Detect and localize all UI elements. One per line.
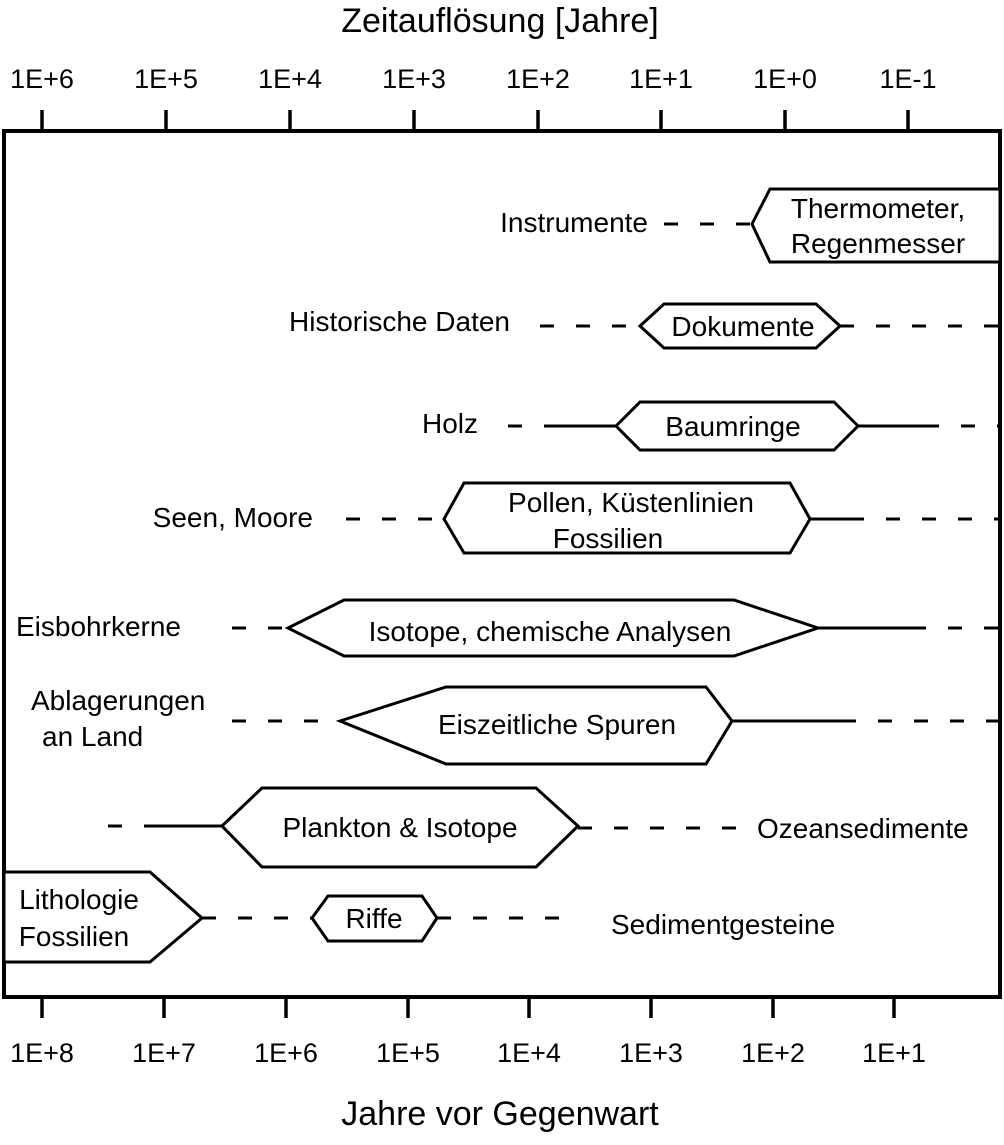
bottom-axis-ticks [10,997,926,1068]
proxy-label: Fossilien [18,921,130,952]
proxy-label: Lithologie [19,884,139,915]
bottom-tick-label: 1E+6 [254,1038,318,1068]
archive-label: Ablagerungen [31,685,206,716]
row-instrumente [500,189,1000,262]
bottom-axis-title: Jahre vor Gegenwart [341,1095,659,1133]
archive-label: Ozeansedimente [757,813,969,844]
archive-label: Eisbohrkerne [16,611,181,642]
top-tick-label: 1E+5 [134,64,198,94]
proxy-label: Baumringe [665,411,801,442]
top-tick-label: 1E+4 [258,64,322,94]
proxy-label: Eiszeitliche Spuren [437,709,677,740]
proxy-label: Pollen, Küstenlinien [508,487,754,518]
bottom-tick-label: 1E+8 [10,1038,74,1068]
bottom-tick-label: 1E+1 [862,1038,926,1068]
proxy-label: Thermometer, [790,193,966,224]
row-ozeansedimente [108,788,969,867]
archive-label: Sedimentgesteine [611,909,836,940]
top-axis-title: Zeitauflösung [Jahre] [341,2,659,40]
bottom-tick-label: 1E+3 [619,1038,683,1068]
top-tick-label: 1E+1 [629,64,693,94]
row-holz [422,402,1000,450]
bottom-tick-label: 1E+2 [741,1038,805,1068]
archive-label: Holz [421,408,478,439]
row-sedimentgesteine [4,872,835,962]
archive-label: Seen, Moore [152,502,313,533]
bottom-tick-label: 1E+4 [497,1038,561,1068]
top-axis-ticks [10,64,936,131]
proxy-label: Riffe [345,903,403,934]
archive-label: an Land [42,721,144,752]
top-tick-label: 1E+2 [506,64,570,94]
row-ablagerungen-an-land [31,685,1000,764]
top-tick-label: 1E+3 [382,64,446,94]
row-historische-daten [289,304,1000,348]
archive-label: Instrumente [500,207,648,238]
bottom-tick-label: 1E+5 [376,1038,440,1068]
archive-label: Historische Daten [289,306,510,337]
proxy-label: Fossilien [552,523,664,554]
proxy-label: Plankton & Isotope [282,812,518,843]
proxy-label: Regenmesser [790,228,966,259]
top-tick-label: 1E-1 [879,64,937,94]
proxy-label: Isotope, chemische Analysen [368,616,732,647]
proxy-label: Dokumente [671,311,815,342]
top-tick-label: 1E+6 [10,64,74,94]
row-eisbohrkerne [16,600,1000,656]
row-seen-moore [153,483,1000,554]
top-tick-label: 1E+0 [753,64,817,94]
bottom-tick-label: 1E+7 [132,1038,196,1068]
